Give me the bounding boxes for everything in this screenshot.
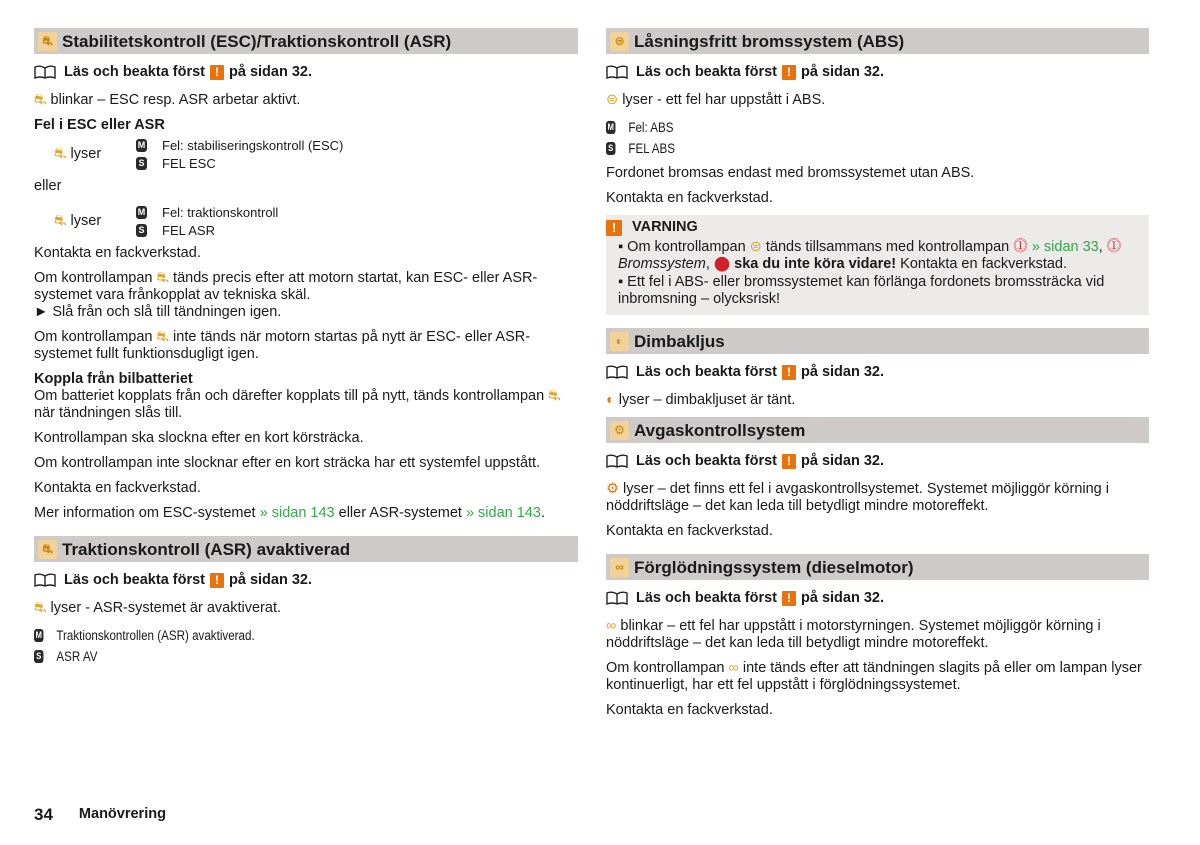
asr-off-display-table: M Traktionskontrollen (ASR) avaktiverad. S ASR AV — [35, 628, 255, 664]
more-info-paragraph: Mer information om ESC-systemet » sidan 143 eller ASR-systemet » sidan 143. — [34, 505, 545, 521]
display-m-badge: M — [607, 122, 614, 132]
contact-paragraph: Kontakta en fackverkstad. — [34, 245, 201, 261]
manual-reference: Läs och beakta först ! på sidan 32. — [606, 62, 1149, 82]
asr-off-paragraph: ⛐ lyser - ASR-systemet är avaktiverat. — [34, 600, 281, 616]
section-heading-asr-off: ⛐ Traktionskontroll (ASR) avaktiverad — [34, 536, 578, 562]
stop-lamp-icon: ⬤ — [713, 256, 731, 272]
display-s-badge: S — [136, 157, 147, 170]
slocka-paragraph: Kontrollampan ska slockna efter en kort körsträcka. — [34, 430, 364, 446]
warning-exclamation-icon: ! — [606, 220, 622, 236]
left-column — [34, 28, 578, 675]
manual-book-icon — [34, 573, 56, 587]
not-lit-paragraph: Om kontrollampan ⛐ inte tänds när motorn startas på nytt är ESC- eller ASR-systemet fullt funktionsdugligt igen. — [34, 329, 531, 362]
asr-off-lamp-icon: ⛐ — [34, 600, 47, 616]
esc-warning-lamp-icon: ⛐ — [548, 388, 561, 404]
page-footer — [34, 806, 166, 823]
glow-blink-paragraph: ∞ blinkar – ett fel har uppstått i motorstyrningen. Systemet möjliggör körning i nöddriftsläge – det kan leda till betydligt mindre motoreffekt. — [606, 618, 1101, 651]
page-link[interactable]: » sidan 33 — [1031, 239, 1099, 255]
rear-fog-lamp-icon: ◐ — [610, 332, 629, 351]
section-name: Manövrering — [78, 806, 166, 822]
manual-book-icon — [606, 65, 628, 79]
abs-lamp-icon: ⊜ — [749, 239, 762, 255]
warning-exclamation-icon: ! — [782, 65, 796, 80]
start-paragraph: Om kontrollampan ⛐ tänds precis efter att motorn startat, kan ESC- eller ASR-systemet vara frånkopplat av tekniska skäl. ► Slå från och slå till tändningen igen. — [34, 270, 538, 320]
manual-reference: Läs och beakta först ! på sidan 32. — [34, 570, 578, 590]
asr-fault-table: ⛐ lyser M Fel: traktionskontroll S FEL ASR — [54, 204, 279, 238]
manual-book-icon — [606, 454, 628, 468]
esc-warning-lamp-icon: ⛐ — [156, 270, 170, 286]
engine-exhaust-lamp-icon: ⚙ — [606, 481, 619, 497]
warning-exclamation-icon: ! — [782, 454, 796, 469]
warning-exclamation-icon: ! — [210, 573, 224, 588]
or-text: eller — [34, 178, 62, 194]
manual-book-icon — [606, 591, 628, 605]
abs-lamp-icon: ⊜ — [610, 32, 629, 51]
manual-book-icon — [606, 365, 628, 379]
page-number: 34 — [34, 805, 53, 824]
section-heading-exhaust: ⚙ Avgaskontrollsystem — [606, 417, 1149, 443]
page-link[interactable]: » sidan 143 — [259, 505, 335, 521]
glow-plug-lamp-icon: ∞ — [606, 618, 617, 634]
blink-paragraph: ⛐ blinkar – ESC resp. ASR arbetar aktivt. — [34, 92, 301, 108]
section-heading-fog: ◐ Dimbakljus — [606, 328, 1149, 354]
esc-warning-lamp-icon: ⛐ — [54, 212, 67, 229]
esc-warning-lamp-icon: ⛐ — [38, 32, 57, 51]
heading-text: Stabilitetskontroll (ESC)/Traktionskontroll (ASR) — [62, 31, 452, 51]
engine-exhaust-lamp-icon: ⚙ — [610, 421, 629, 440]
display-s-badge: S — [136, 224, 147, 237]
manual-reference: Läs och beakta först ! på sidan 32. — [606, 362, 1149, 382]
not-slocka-paragraph: Om kontrollampan inte slocknar efter en kort sträcka har ett systemfel uppstått. — [34, 455, 541, 471]
display-m-badge: M — [35, 630, 42, 640]
glow-notlit-paragraph: Om kontrollampan ∞ inte tänds efter att tändningen slagits på eller om lampan lyser kontinuerligt, har ett fel uppstått i förglödningssystemet. — [606, 660, 1142, 693]
warning-box: ! VARNING ▪ Om kontrollampan ⊜ tänds tillsammans med kontrollampan ⓵ » sidan 33, ⓵ Bromssystem, ⬤ ska du inte köra vidare! Kontakta en fackverkstad. ▪ Ett fel i ABS- eller bromssystemet kan förlänga fordonets bromssträcka vid inbromsning – olycksrisk! — [606, 215, 1149, 315]
page-link[interactable]: » sidan 143 — [465, 505, 541, 521]
manual-reference: Läs och beakta först ! på sidan 32. — [606, 451, 1149, 471]
display-m-badge: M — [137, 139, 146, 150]
display-m-badge: M — [137, 206, 146, 217]
contact-paragraph: Kontakta en fackverkstad. — [606, 702, 773, 718]
warning-exclamation-icon: ! — [782, 365, 796, 380]
manual-book-icon — [34, 65, 56, 79]
abs-lyser-paragraph: ⊜ lyser - ett fel har uppstått i ABS. — [606, 92, 826, 108]
display-s-badge: S — [606, 142, 615, 155]
fog-paragraph: ◐ lyser – dimbakljuset är tänt. — [606, 392, 796, 408]
battery-paragraph: Koppla från bilbatteriet Om batteriet kopplats från och därefter kopplats till på nytt, tänds kontrollampan ⛐ när tändningen slås till. — [34, 371, 561, 421]
asr-off-lamp-icon: ⛐ — [38, 540, 57, 559]
glow-plug-lamp-icon: ∞ — [610, 558, 629, 577]
display-s-badge: S — [34, 650, 43, 663]
brake-lamp-icon: ⓵ — [1106, 239, 1122, 255]
contact-paragraph: Kontakta en fackverkstad. — [34, 480, 201, 496]
manual-reference: Läs och beakta först ! på sidan 32. — [34, 62, 578, 82]
contact-paragraph: Kontakta en fackverkstad. — [606, 523, 773, 539]
manual-reference: Läs och beakta först ! på sidan 32. — [606, 588, 1149, 608]
brake-lamp-icon: ⓵ — [1013, 239, 1028, 255]
esc-warning-lamp-icon: ⛐ — [34, 92, 47, 108]
warning-item: ▪ Om kontrollampan ⊜ tänds tillsammans med kontrollampan ⓵ » sidan 33, ⓵ Bromssystem, ⬤ ska du inte köra vidare! Kontakta en fackverkstad. — [618, 239, 1122, 272]
contact-paragraph: Kontakta en fackverkstad. — [606, 190, 773, 206]
right-column — [606, 28, 1149, 727]
section-heading-glow: ∞ Förglödningssystem (dieselmotor) — [606, 554, 1149, 580]
abs-lamp-icon: ⊜ — [606, 92, 619, 108]
rear-fog-lamp-icon: ◐ — [606, 392, 615, 408]
exhaust-paragraph: ⚙ lyser – det finns ett fel i avgaskontrollsystemet. Systemet möjliggör körning i nöddriftsläge – det kan leda till betydligt mindre motoreffekt. — [606, 481, 1109, 514]
warning-exclamation-icon: ! — [210, 65, 224, 80]
abs-brake-paragraph: Fordonet bromsas endast med bromssystemet utan ABS. — [606, 165, 975, 181]
esc-warning-lamp-icon: ⛐ — [156, 329, 170, 345]
section-heading-esc-asr — [34, 28, 578, 54]
section-heading-abs: ⊜ Låsningsfritt bromssystem (ABS) — [606, 28, 1149, 54]
esc-fault-table: ⛐ lyser M Fel: stabiliseringskontroll (ESC) S FEL ESC — [54, 137, 344, 171]
esc-warning-lamp-icon: ⛐ — [54, 145, 67, 162]
warning-exclamation-icon: ! — [782, 591, 796, 606]
glow-plug-lamp-icon: ∞ — [728, 660, 739, 676]
fault-subheading: Fel i ESC eller ASR — [34, 117, 165, 133]
abs-display-table: M Fel: ABS S FEL ABS — [607, 120, 676, 156]
warning-item: ▪ Ett fel i ABS- eller bromssystemet kan förlänga fordonets bromssträcka vid inbromsning – olycksrisk! — [618, 274, 1105, 307]
